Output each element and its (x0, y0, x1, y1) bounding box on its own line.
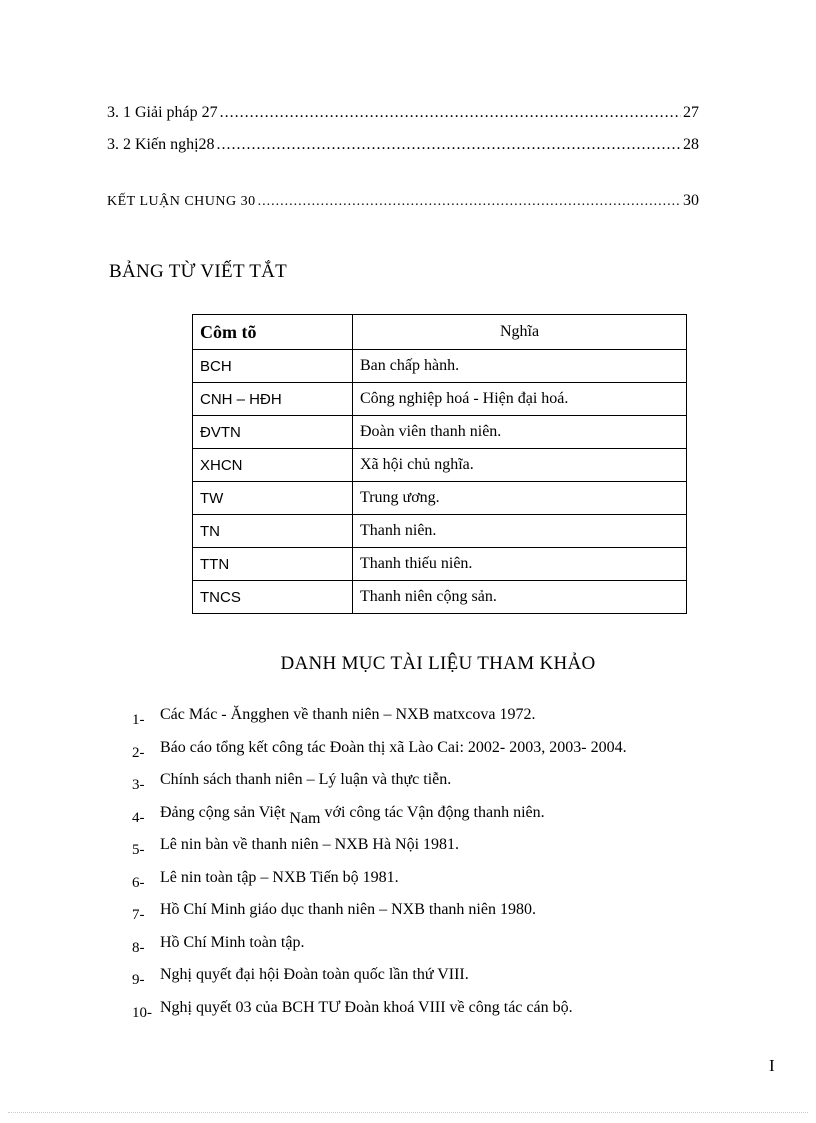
abbr-meaning: Xã hội chủ nghĩa. (353, 449, 687, 482)
table-row (193, 581, 687, 614)
abbr-term: TW (193, 482, 353, 515)
abbr-term: XHCN (193, 449, 353, 482)
toc-entry-conclusion[interactable] (107, 192, 699, 210)
ref-number: 4- (132, 809, 145, 826)
page-bottom-divider (8, 1112, 808, 1113)
abbr-term: ĐVTN (193, 416, 353, 449)
list-item (132, 869, 627, 902)
toc-entry-recommendations[interactable] (107, 136, 699, 154)
ref-text: Hồ Chí Minh giáo dục thanh niên – NXB thanh niên 1980. (160, 901, 536, 918)
abbreviations-title: BẢNG TỪ VIẾT TẮT (109, 261, 288, 282)
list-item (132, 901, 627, 934)
table-row (193, 416, 687, 449)
ref-number: 1- (132, 712, 145, 728)
ref-number: 5- (132, 842, 145, 858)
toc-leader-dots (258, 194, 681, 210)
abbr-term: CNH – HĐH (193, 383, 353, 416)
list-item (132, 836, 627, 869)
abbr-meaning: Công nghiệp hoá - Hiện đại hoá. (353, 383, 687, 416)
ref-number: 6- (132, 874, 145, 891)
ref-number: 9- (132, 972, 145, 988)
ref-text: Lê nin bàn về thanh niên – NXB Hà Nội 1981. (160, 836, 460, 853)
toc-leader-dots (217, 136, 681, 154)
toc-entry-page: 27 (683, 104, 699, 121)
header-meaning: Nghĩa (353, 315, 687, 350)
list-item (132, 771, 627, 804)
list-item (132, 999, 627, 1032)
toc-entry-label: KẾT LUẬN CHUNG 30 (107, 194, 256, 209)
abbr-term: TNCS (193, 581, 353, 614)
table-row (193, 548, 687, 581)
toc-entry-label: 3. 1 Giải pháp 27 (107, 104, 218, 121)
abbreviations-table (192, 314, 687, 614)
ref-text: Báo cáo tổng kết công tác Đoàn thị xã Lào Cai: 2002- 2003, 2003- 2004. (160, 738, 627, 756)
ref-text-part: với công tác Vận động thanh niên. (320, 803, 545, 821)
ref-text: Chính sách thanh niên – Lý luận và thực tiễn. (160, 771, 452, 788)
ref-text-part: Đảng cộng sản Việt (160, 803, 290, 821)
references-list (132, 706, 627, 1031)
ref-text: Nghị quyết 03 của BCH TƯ Đoàn khoá VIII về công tác cán bộ. (160, 998, 573, 1016)
table-row (193, 515, 687, 548)
abbr-meaning: Thanh thiếu niên. (353, 548, 687, 581)
list-item (132, 739, 627, 772)
list-item (132, 934, 627, 967)
references-title: DANH MỤC TÀI LIỆU THAM KHẢO (280, 653, 596, 674)
ref-text: Hồ Chí Minh toàn tập. (160, 933, 305, 951)
toc-entry-label: 3. 2 Kiến nghị28 (107, 136, 215, 153)
list-item (132, 804, 627, 837)
table-row (193, 350, 687, 383)
abbr-term: TN (193, 515, 353, 548)
ref-text: Nghị quyết đại hội Đoàn toàn quốc lần thứ VIII. (160, 966, 469, 983)
ref-text-sub: Nam (289, 809, 321, 827)
ref-number: 3- (132, 777, 145, 793)
page-number: I (769, 1056, 775, 1075)
table-row (193, 482, 687, 515)
ref-text: Lê nin toàn tập – NXB Tiến bộ 1981. (160, 868, 399, 886)
toc-leader-dots (220, 104, 681, 122)
ref-number: 10- (132, 1004, 152, 1021)
abbr-term: BCH (193, 350, 353, 383)
abbr-meaning: Trung ương. (353, 482, 687, 515)
abbr-meaning: Đoàn viên thanh niên. (353, 416, 687, 449)
abbr-meaning: Thanh niên. (353, 515, 687, 548)
table-header-row (193, 315, 687, 350)
abbr-meaning: Thanh niên cộng sản. (353, 581, 687, 614)
list-item (132, 706, 627, 739)
ref-text: Các Mác - Ăngghen về thanh niên – NXB matxcova 1972. (160, 706, 536, 723)
toc-entry-page: 30 (683, 192, 699, 209)
ref-number: 8- (132, 939, 145, 956)
ref-number: 7- (132, 907, 145, 923)
table-row (193, 449, 687, 482)
toc-entry-solutions[interactable] (107, 104, 699, 122)
toc-entry-page: 28 (683, 136, 699, 153)
list-item (132, 966, 627, 999)
header-term: Côm tõ (193, 315, 353, 350)
abbr-term: TTN (193, 548, 353, 581)
abbr-meaning: Ban chấp hành. (353, 350, 687, 383)
ref-text (160, 803, 545, 827)
ref-number: 2- (132, 744, 145, 761)
table-row (193, 383, 687, 416)
